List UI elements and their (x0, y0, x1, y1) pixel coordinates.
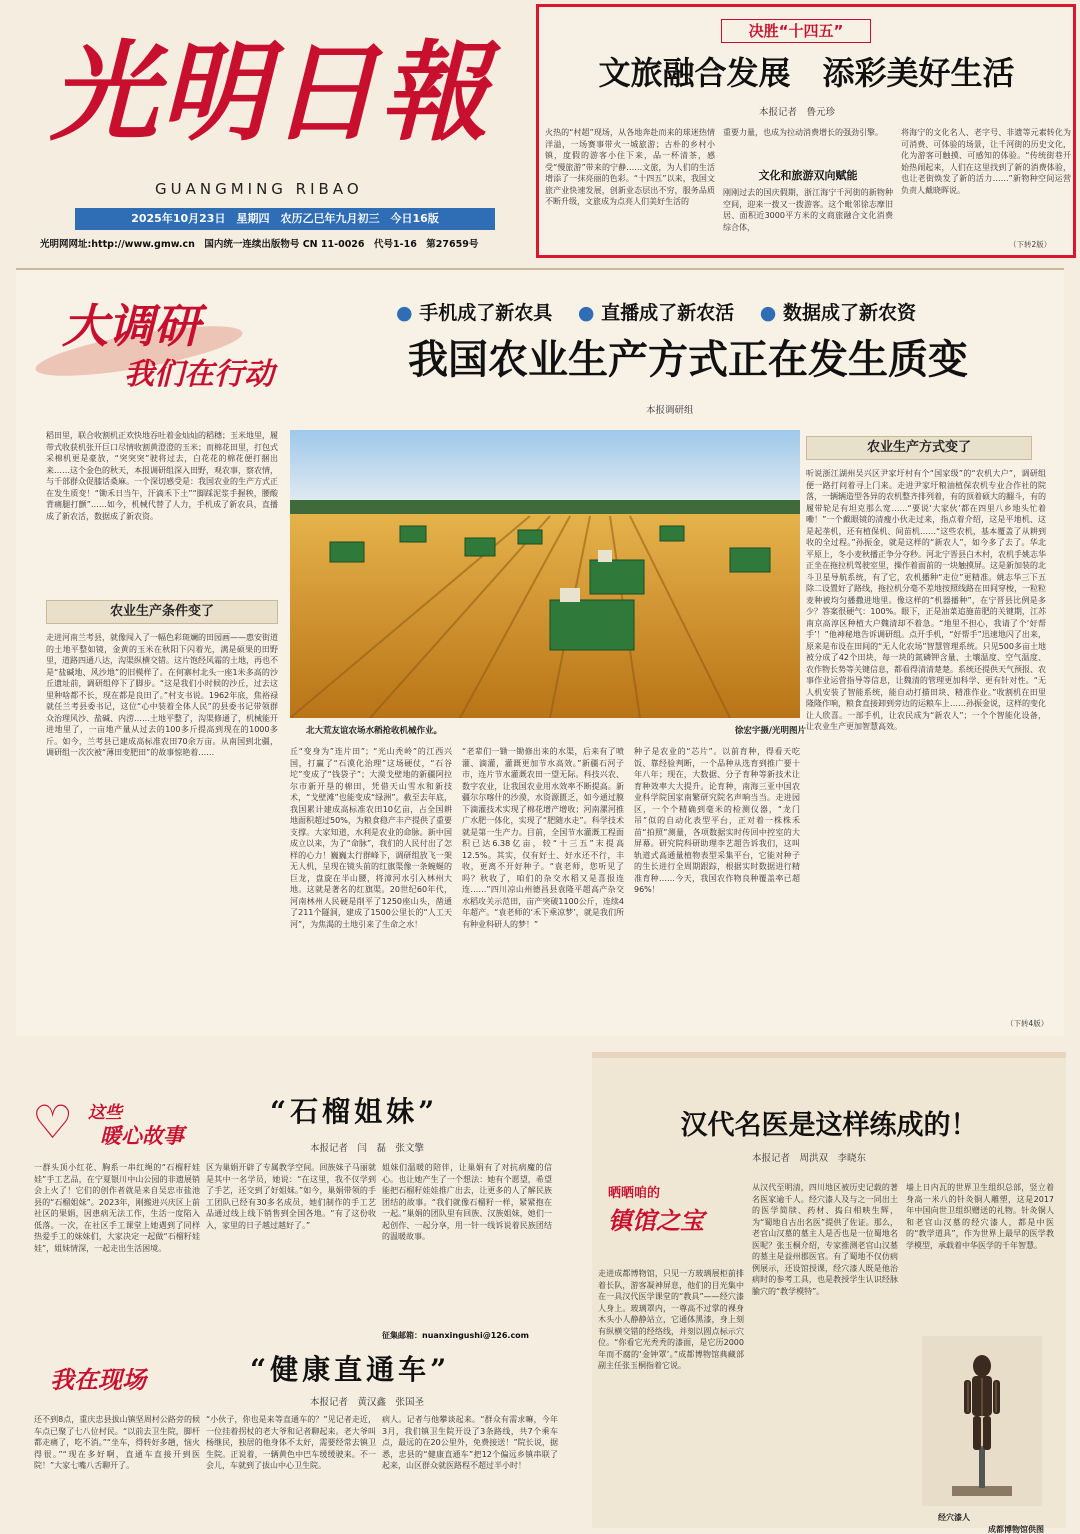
heritage-byline: 本报记者 周洪双 李晓东 (752, 1153, 867, 1164)
research-logo (34, 298, 304, 402)
heritage-col-3: 墙上日内瓦的世界卫生组织总部，竖立着身高一米八的针灸铜人雕塑，这是2017年中国向世卫组织赠送的礼物。针灸铜人和老官山汉墓的经穴漆人，都是中医的“教学道具”，作为世界上最早的医学教学模型，承载着中华医学的千年智慧。 (906, 1183, 1054, 1250)
scene-headline: “健康直通车” (250, 1353, 451, 1386)
publication-info: 光明网网址:http://www.gmw.cn 国内统一连续出版物号 CN 11-0026 代号1-16 第27659号 (40, 239, 479, 250)
heritage-photo-caption: 经穴漆人 (938, 1513, 970, 1522)
warm-email: 征集邮箱：nuanxingushi@126.com (382, 1331, 530, 1340)
research-right-col: 听说浙江湖州吴兴区尹家圩村有个“国家级”的“农机大户”，调研组便一路打问着寻上门来。走进尹家圩粮油植保农机专业合作社的院落，一辆辆造型各异的农机整齐排列着，有的顶着硕大的翻斗，有的履带轮足有坦克那么宽……“要说‘大家伙’都在四里八乡地头忙着嘞！”一个戴眼镜的清瘦小伙走过来，指点着介绍，这是平地机、这是起垄机，还有植保机、间苗机……“这些农机，基本覆盖了从耕到收的全过程。”孙振金，就是这样的“新农人”，如今多了去了。华北平原上，冬小麦秋播正争分夺秒。河北宁晋县白木村，农机手姚志华正坐在拖拉机驾驶室里，操作着面前的一块触摸屏。这是新加装的北斗卫星导航系统，有了它，农机播种“走位”更精准。姚志华三下五除二设置好了路线，拖拉机分毫不差地按照线路在田间穿梭，一粒粒麦种被均匀播撒进地里。像这样的“机器播种”，在宁晋县比例是多少？答案很硬气：100%。眼下，正是油菜追施苗肥的关键期，江苏南京高淳区种植大户魏清却不着急。“地里不担心，我请了个‘好帮手’！”他神秘地告诉调研组。点开手机，“好帮手”迅速地闪了出来，原来是布设在田间的“无人化农场”智慧管理系统。只见500多亩土地被分成了42个田块，每一块的氮磷钾含量、土壤温度、空气温度、农作物长势等关键信息，都看得清清楚楚。系统还提供天气预报、农事作业运营指导等信息，让魏清的管理更加科学、更有针对性。“无人机安装了智能系统，能自动打描田块、精准作业。”收割机在田里隆隆作响，粮食直接卸到旁边的运粮车上……孙振金说，这样的变化让人欣喜。一部手机，让农民成为“新农人”；一个个智能化设备，让农业生产更加智慧高效。 (806, 469, 1046, 731)
warm-headline: “石榴姐妹” (270, 1095, 439, 1128)
lead-kicker: 决胜“十四五” (721, 19, 871, 43)
research-byline: 本报调研组 (646, 405, 694, 416)
heritage-story (592, 1052, 1066, 1534)
research-logo-line1: 大调研 (62, 299, 200, 353)
lead-col-2a: 重要力量，也成为拉动消费增长的强劲引擎。 (723, 128, 883, 137)
research-subheads (396, 298, 1036, 325)
scene-col-1: 还不到8点，重庆忠县拔山镇坚周村公路旁的候车点已聚了七八位村民。“以前去卫生院，脚杆都走痛了，吃不消。”“坐车，得转好多趟，恼火得很。”“现在多好啊，直通车直接开到医院！”大家七嘴八舌聊开了。 (34, 1415, 200, 1470)
lead-continue: （下转2版） (1009, 240, 1052, 249)
warm-logo-line2: 暖心故事 (100, 1124, 184, 1148)
research-section-2: 农业生产方式变了 (806, 436, 1032, 460)
masthead (20, 8, 520, 253)
research-continue: （下转4版） (1006, 1019, 1049, 1028)
research-sub-2: 直播成了新农活 (601, 302, 735, 324)
lacquer-figure-image (922, 1336, 1042, 1506)
heritage-logo-line1: 晒晒咱的 (608, 1186, 661, 1201)
research-sub-1: 手机成了新农具 (419, 302, 553, 324)
warm-col-1: 一群头顶小红花、胸系一串红绳的“石榴籽娃娃”手工艺品，在宁夏银川中山公园的非遗展销会上火了！它们的创作者就是来自吴忠市盐池县的“石榴姐妹”。2023年，刚搬进兴庆区上前社区的果娟，因患病无法工作，生活一度陷入低落。一次，在社区手工课堂上她遇到了同样热爱手工的妹妹们，大家决定一起做“石榴籽娃娃”，姐妹情深，一起走出生活困境。 (34, 1163, 200, 1253)
research-logo-line2: 我们在行动 (124, 357, 274, 392)
heritage-col-1: 走进成都博物馆，只见一方玻璃展柜前排着长队，游客凝神屏息，他们的目光集中在一具汉代医学课堂的“教具”——经穴漆人身上。玻璃罩内，一尊高不过掌的裸身木头小人静静站立，它通体黑漆，身上刻有纵横交错的经络线，并刻以圆点标示穴位。“你看它光秃秃的漆面，是它历2000年而不腐的‘金钟罩’。”成都博物馆典藏部副主任张玉桐指着它说。 (598, 1269, 744, 1370)
warm-col-2: 区为巢娟开辟了专属教学空间。回族妹子马丽就是其中一名学员，她说：“在这里，我不仅学到了手艺，还交到了好姐妹。”如今，巢娟带领的手工团队已经有30多名成员，她们制作的手工艺品通过线上线下销售到全国各地。“有了这份收入，家里的日子越过越好了。” (206, 1163, 376, 1230)
warm-byline: 本报记者 闫 磊 张文擎 (310, 1143, 425, 1154)
scene-logo-text: 我在现场 (50, 1365, 146, 1394)
scene-logo (50, 1360, 170, 1400)
harvest-photo-image (290, 430, 800, 718)
date-line: 2025年10月23日 星期四 农历乙巳年九月初三 今日16版 (75, 208, 495, 230)
heritage-col-2: 从汉代至明清，四川地区被历史记载的著名医家逾千人。经穴漆人及与之一同出土的医学简牍、药材、捣臼相映生辉，为“蜀地自古出名医”提供了佐证。那么，老官山汉墓的墓主人是否也是一位蜀地名医呢？张玉桐介绍，专家推测老官山汉墓的墓主是益州郡医官。有了蜀地不仅仿病例展示，还设馆授课，经穴漆人既是他治病时的参考工具，也是教授学生认识经脉腧穴的“教学模特”。 (752, 1183, 898, 1296)
harvest-photo (290, 430, 800, 718)
research-mid-col-3: 种子是农业的“芯片”。以前育种，得看天吃饭、靠经验判断，一个品种从选育到推广要十年八年；现在，大数据、分子育种等新技术让育种效率大大提升。论育种，南海三亚中国农业科学院国家南繁研究院名声响当当。走进园区，一个个精确到毫米的检测仪器，“龙门吊”似的自动化表型平台，正对着一株株禾苗“拍照”测量，各项数据实时传回中控室的大屏幕。研究院科研助理李艺超告诉我们，这叫轨道式高通量植物表型采集平台，它能对种子的生长进行全周期跟踪，根据实时数据进行精准育种……今天，我国农作物良种覆盖率已超96%！ (634, 747, 800, 894)
research-sub-3: 数据成了新农资 (782, 302, 916, 324)
warm-logo-line1: 这些 (88, 1103, 122, 1123)
warm-logo (32, 1094, 192, 1158)
bullet-icon: ● (759, 302, 777, 324)
photo-credit: 徐宏宇摄/光明图片 (734, 726, 806, 736)
heritage-photo-credit: 成都博物馆供图 (988, 1525, 1044, 1534)
scene-col-3: 病人。记者与他攀谈起来。“群众有需求嘛，今年3月，我们镇卫生院开设了3条路线，共7个乘车点，最远的在20公里外，免费接送！”院长说，据悉，忠县的“健康直通车”把12个偏远乡镇串联了起来，山区群众就医路程不超过半小时！ (382, 1415, 558, 1470)
photo-caption: 北大荒友谊农场水稻抢收机械作业。 (306, 726, 443, 736)
lacquer-figure-photo (922, 1336, 1042, 1506)
heritage-logo-line2: 镇馆之宝 (608, 1206, 704, 1235)
lead-col-3: 将海宁的文化名人、老字号、非遗等元素转化为可消费、可体验的场景，让千河街的历史文化，化为游客可触摸、可感知的体验。“传统街巷开始热闹起来，人们在这里找到了新的消费体验，也让老街焕发了新的活力……”新物种空间运营负责人戴晓晖说。 (901, 128, 1071, 195)
bullet-icon: ● (577, 302, 595, 324)
scene-story (20, 1352, 580, 1530)
lead-byline: 本报记者 鲁元珍 (759, 107, 836, 118)
lead-col-2b: 刚刚过去的国庆假期，浙江海宁千河街的新物种空间，迎来一拨又一拨游客。这个毗邻徐志摩旧居、面积近3000平方米的文商旅融合文化消费综合体， (723, 188, 893, 232)
research-sec1-text: 走进河南兰考县，就像闯入了一幅色彩斑斓的田园画——惠安街道的土地平整如镜，金黄的玉米在秋阳下闪着光，满是硕果的田野里，道路四通八达，沟渠纵横交错。这片饱经风霜的土地，再也不是“盐碱地、风沙地”的旧模样了。在何寨村北头一座1米多高的沙丘遗址前，调研组停下了脚步。“这是我们小时候的沙丘，过去这里种啥都不长，现在都是良田了。”村支书说。1962年底，焦裕禄就任兰考县委书记，这位“心中装着全体人民”的县委书记带领群众治理风沙、盐碱、内涝……土地平整了，沟渠修通了，机械能开进地里了，一亩地产量从过去的100多斤提高到现在的1000多斤。如今，兰考县已建成高标准农田70余万亩。从南国到北疆，调研组一次次被“薄田变肥田”的故事惊艳着…… (46, 633, 278, 757)
heritage-headline: 汉代名医是这样练成的！ (680, 1110, 978, 1141)
scene-col-2: “小伙子，你也是来等直通车的？”见记者走近，一位挂着拐杖的老大爷和记者聊起来。老大爷叫杨继民，独居的他身体不太好，需要经常去镇卫生院。正说着，一辆黄色中巴车缓缓驶来。不一会儿，车就到了拔山中心卫生院。 (206, 1415, 376, 1470)
research-headline: 我国农业生产方式正在发生质变 (408, 336, 968, 383)
warm-story (20, 1050, 580, 1350)
research-mid-col-2: “老辈们一锄一锄修出来的水渠，后来有了喷灌、滴灌，灌溉更加节水高效。”新疆石河子市，连片节水灌溉农田一望无际。科技兴农、数字农业，让我国农业用水效率不断提高。新疆尔尔喀什的沙漠，水资源匮乏，如今通过膜下滴灌技术实现了棉花增产增收；河南漯河推广水肥一体化，实现了“肥随水走”。科学技术就是第一生产力。目前，全国节水灌溉工程面积已达6.38亿亩，较“十三五”末提高12.5%。其实，仅有好土、好水还不行，丰收，更离不开好种子。“袁老师，您听见了吗？秋收了，咱们的杂交水稻又是喜报连连……”四川凉山州德昌县袁隆平超高产杂交水稻攻关示范田，亩产突破1100公斤，连续4年超产。“袁老师的‘禾下乘凉梦’，就是我们所有种业科研人的梦！” (462, 747, 624, 929)
lead-headline: 文旅融合发展 添彩美好生活 (598, 54, 1015, 92)
research-story (16, 268, 1064, 1036)
lead-story-box (536, 4, 1076, 258)
warm-col-3: 姐妹们温暖的陪伴，让巢娟有了对抗病魔的信心。也让她产生了一个想法：她有个愿望，希望能把石榴籽娃娃推广出去，让更多的人了解民族团结的故事。“我们就像石榴籽一样，紧紧抱在一起。”巢娟的团队里有回族、汉族姐妹，她们一起创作、一起分享，用一针一线诉说着民族团结的温暖故事。 (382, 1163, 552, 1241)
heart-icon: ♡ (32, 1095, 74, 1149)
heritage-logo (602, 1182, 730, 1262)
lead-col-1: 火热的“村超”现场，从各地奔赴而来的球迷热情洋溢，一场赛事带火一城旅游；古朴的乡村小镇，度假的游客小住下来，品一杯清茶，感受“慢旅游”带来的宁静……文旅，为人们的生活增添了一抹亮丽的色彩。“十四五”以来，我国文旅产业快速发展，创新业态层出不穷，服务品质不断升级，文旅成为点亮人们美好生活的 (545, 128, 715, 206)
masthead-pinyin: GUANGMING RIBAO (155, 180, 363, 198)
newspaper-logo: 光明日報 (50, 30, 491, 156)
bullet-icon: ● (396, 302, 413, 324)
research-intro: 稻田里，联合收割机正欢快地吞吐着金灿灿的稻穗；玉米地里，履带式收获机张开巨口尽情收割黄澄澄的玉米；而棉花田里，打包式采棉机更是豪放，“突突突”驶将过去，白花花的棉花便打捆出来……这个金色的秋天，本报调研组深入田野，观农事，察农情，与千部群众促膝话桑麻。一个深切感受是：我国农业的生产方式正在发生质变！“锄禾日当午，汗滴禾下土”“脚踩泥浆手握秧，腰酸背痛腿打颤”……如今，机械代替了人力，手机成了新农具，直播成了新农活，数据成了新农资。 (46, 431, 278, 521)
research-section-1: 农业生产条件变了 (46, 600, 278, 624)
scene-byline: 本报记者 黄汉鑫 张国圣 (310, 1397, 425, 1408)
lead-col-2-subhead: 文化和旅游双向赋能 (758, 169, 858, 182)
research-mid-col-1: 丘“变身为”连片田”；“光山秃岭”的江西兴国，打赢了“石漠化治理”这场硬仗，“石谷坨”变成了“钱袋子”；大漠戈壁地的新疆阿拉尔市新开垦的棉田，凭借天山雪水和新技术，“戈壁滩”也能变成“绿洲”。截至去年底，我国累计建成高标准农田10亿亩，占全国耕地面积超过50%，为粮食稳产丰产提供了重要支撑。大家知道，水利是农业的命脉。新中国成立以来，为了“命脉”，我们的人民付出了怎样的心力！巍巍太行群峰下，调研组放飞一架无人机，呈现在镜头前的红旗渠像一条蜿蜒的巨龙，盘旋在半山腰，将漳河水引入林州大地。这就是著名的红旗渠。20世纪60年代，河南林州人民硬是削平了1250座山头，凿通了211个隧洞，建成了1500公里长的“人工天河”，为焦渴的土地引来了生命之水！ (290, 747, 452, 929)
